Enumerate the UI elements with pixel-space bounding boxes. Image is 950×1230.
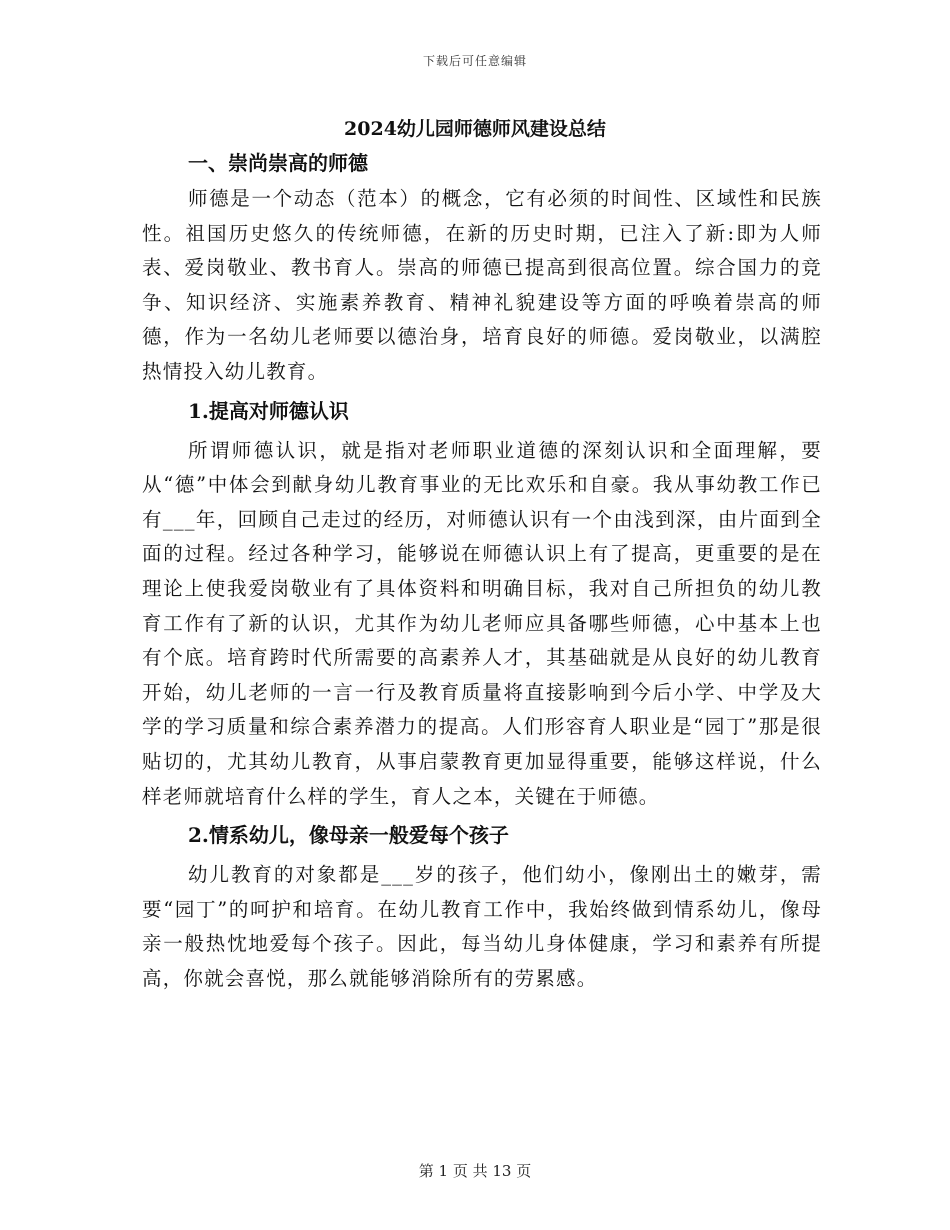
section-paragraph: 师德是一个动态（范本）的概念，它有必须的时间性、区域性和民族性。祖国历史悠久的传统师德，在新的历史时期，已注入了新:即为人师表、爱岗敬业、教书育人。崇高的师德已提高到很高位置。综合国力的竞争、知识经济、实施素养教育、精神礼貌建设等方面的呼唤着崇高的师德，作为一名幼儿老师要以德治身，培育良好的师德。爱岗敬业，以满腔热情投入幼儿教育。 — [142, 187, 822, 383]
document-title: 2024幼儿园师德师风建设总结 — [344, 118, 606, 140]
subsection-heading: 2.情系幼儿，像母亲一般爱每个孩子 — [188, 823, 509, 848]
subsection-paragraph: 所谓师德认识，就是指对老师职业道德的深刻认识和全面理解，要从“德”中体会到献身幼儿教育事业的无比欢乐和自豪。我从事幼教工作已有___年，回顾自己走过的经历，对师德认识有一个由浅到深，由片面到全面的过程。经过各种学习，能够说在师德认识上有了提高，更重要的是在理论上使我爱岗敬业有了具体资料和明确目标，我对自己所担负的幼儿教育工作有了新的认识，尤其作为幼儿老师应具备哪些师德，心中基本上也有个底。培育跨时代所需要的高素养人才，其基础就是从良好的幼儿教育开始，幼儿老师的一言一行及教育质量将直接影响到今后小学、中学及大学的学习质量和综合素养潜力的提高。人们形容育人职业是“园丁”那是很贴切的，尤其幼儿教育，从事启蒙教育更加显得重要，能够这样说，什么样老师就培育什么样的学生，育人之本，关键在于师德。 — [142, 438, 822, 808]
subsection-paragraph: 幼儿教育的对象都是___岁的孩子，他们幼小，像刚出土的嫩芽，需要“园丁”的呵护和培育。在幼儿教育工作中，我始终做到情系幼儿，像母亲一般热忱地爱每个孩子。因此，每当幼儿身体健康，学习和素养有所提高，你就会喜悦，那么就能够消除所有的劳累感。 — [142, 863, 822, 990]
document-body — [142, 148, 822, 996]
header-note: 下载后可任意编辑 — [422, 54, 527, 68]
page-number: 第 1 页 共 13 页 — [418, 1162, 532, 1180]
section-heading: 一、崇尚崇高的师德 — [188, 151, 368, 175]
subsection-heading: 1.提高对师德认识 — [188, 398, 349, 423]
